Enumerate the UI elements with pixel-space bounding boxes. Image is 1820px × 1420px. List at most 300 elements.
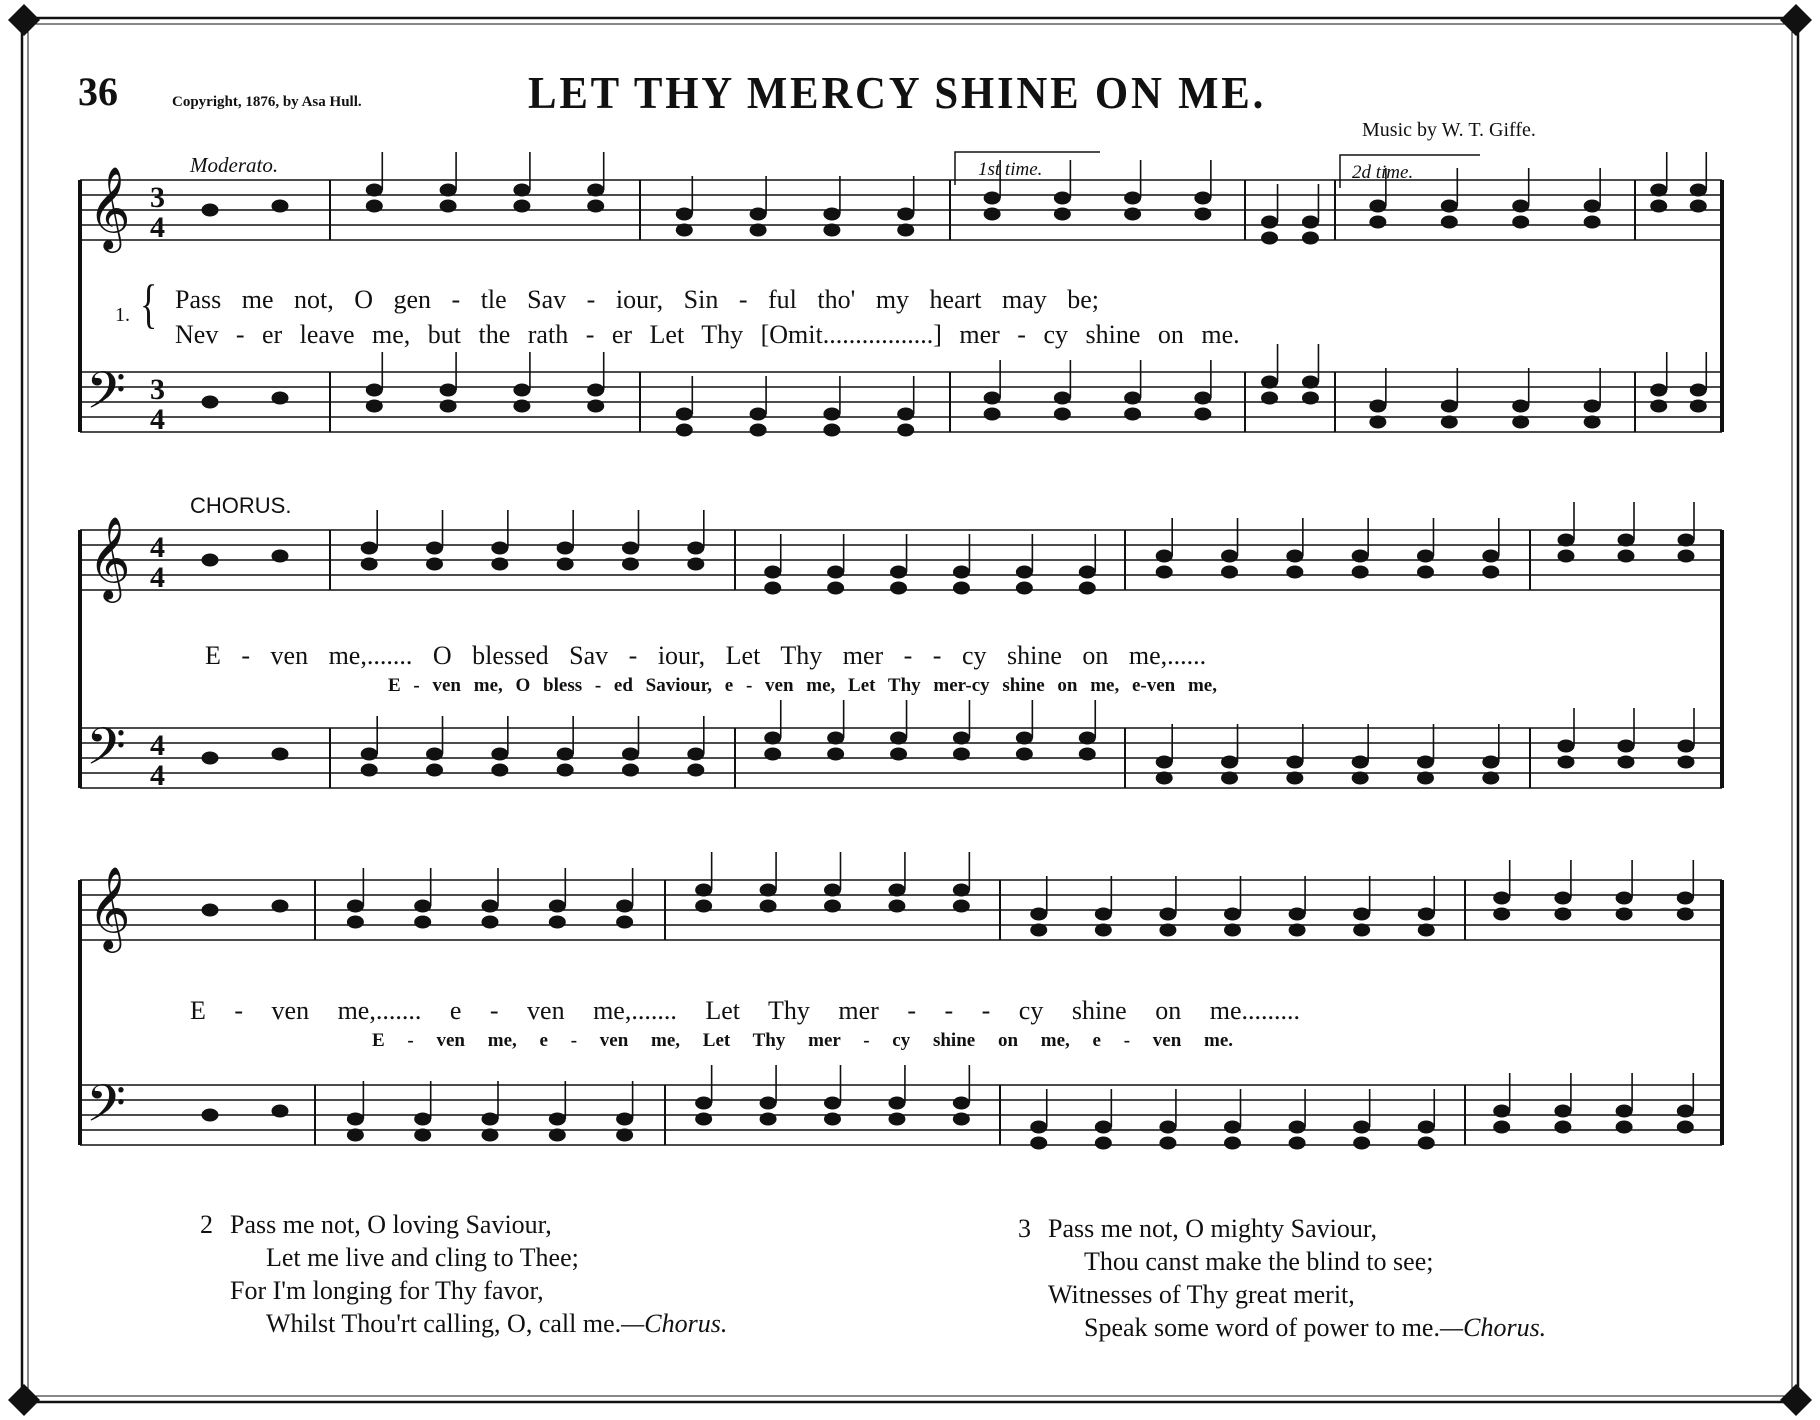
stanza-3-line-1: Pass me not, O mighty Saviour, [1048,1214,1378,1243]
verse1-line2: Nev - er leave me, but the rath - er Let Thy [Omit.................] mer - cy shine on me. [175,320,1240,349]
note-head [1156,772,1172,784]
note-head [1016,566,1032,578]
note-head [1370,216,1386,228]
note-head [588,400,604,412]
note-head [825,884,841,896]
note-head [1160,1121,1176,1133]
note-head [1262,232,1278,244]
note-head [1195,208,1211,220]
note-head [202,1109,218,1121]
note-head [1555,1105,1571,1117]
note-head [760,1097,776,1109]
note-head [1016,732,1032,744]
note-head [750,408,766,420]
note-head [1195,408,1211,420]
note-head [1417,772,1433,784]
note-head [617,916,633,928]
note-head [1354,924,1370,936]
note-head [1287,756,1303,768]
note-head [984,408,1000,420]
note-head [361,558,377,570]
treble-clef: 𝄞 [88,515,131,599]
note-head [696,884,712,896]
corner-ornament [1780,1384,1812,1416]
chorus-line1-sub: E - ven me, O bless - ed Saviour, e - ven me, Let Thy mer-cy shine on me, e-ven me, [388,675,1217,696]
note-head [1558,550,1574,562]
note-head [1494,892,1510,904]
note-head [549,900,565,912]
note-head [750,424,766,436]
note-head [1483,550,1499,562]
bass-clef: 𝄢 [86,360,126,433]
note-head [1352,756,1368,768]
note-head [825,1097,841,1109]
note-head [1513,400,1529,412]
note-head [1262,376,1278,388]
note-head [1160,908,1176,920]
note-head [1225,908,1241,920]
note-head [366,184,382,196]
time-signature-bottom: 4 [150,403,165,436]
note-head [440,384,456,396]
note-head [984,208,1000,220]
note-head [1160,924,1176,936]
note-head [1354,1137,1370,1149]
note-head [1222,756,1238,768]
note-head [557,542,573,554]
note-head [1618,534,1634,546]
page-number: 36 [78,69,118,114]
time-signature-bottom: 4 [150,211,165,244]
note-head [898,208,914,220]
note-head [1690,184,1706,196]
note-head [1031,908,1047,920]
note-head [1156,756,1172,768]
note-head [1222,550,1238,562]
note-head [1370,416,1386,428]
note-head [492,558,508,570]
note-head [828,748,844,760]
note-head [1584,400,1600,412]
note-head [1651,200,1667,212]
note-head [1125,392,1141,404]
chorus-line1-main: E - ven me,....... O blessed Sav - iour, Let Thy mer - - cy shine on me,...... [205,641,1207,670]
note-head [676,408,692,420]
note-head [1262,216,1278,228]
time-signature-bottom: 4 [150,759,165,792]
note-head [1483,756,1499,768]
note-head [765,566,781,578]
note-head [1289,1121,1305,1133]
note-head [1302,216,1318,228]
note-head [1287,772,1303,784]
note-head [427,558,443,570]
note-head [1441,400,1457,412]
note-head [1095,924,1111,936]
note-head [514,200,530,212]
note-head [1302,376,1318,388]
chorus-line2-main: E - ven me,....... e - ven me,....... Let Thy mer - - - cy shine on me......... [190,996,1300,1025]
hymn-title: LET THY MERCY SHINE ON ME. [528,67,1267,118]
note-head [1354,1121,1370,1133]
note-head [1418,924,1434,936]
note-head [750,224,766,236]
note-head [825,900,841,912]
note-head [482,916,498,928]
note-head [953,566,969,578]
note-head [891,748,907,760]
stanza-3-refrain: —Chorus. [1439,1313,1547,1342]
note-head [828,732,844,744]
note-head [347,1129,363,1141]
note-head [492,542,508,554]
note-head [272,900,288,912]
note-head [688,558,704,570]
time-signature-top: 3 [150,373,165,406]
note-head [1079,732,1095,744]
note-head [676,424,692,436]
note-head [514,384,530,396]
stanza-3 [1018,1212,1547,1344]
note-head [953,1097,969,1109]
note-head [1690,200,1706,212]
time-signature-bottom: 4 [150,561,165,594]
verse-brace: { [140,274,158,334]
note-head [1690,384,1706,396]
note-head [1079,582,1095,594]
note-head [622,764,638,776]
note-head [1125,192,1141,204]
corner-ornament [8,1384,40,1416]
note-head [1195,392,1211,404]
note-head [898,424,914,436]
note-head [1483,566,1499,578]
note-head [1095,908,1111,920]
note-head [1225,924,1241,936]
note-head [1418,908,1434,920]
note-head [622,748,638,760]
note-head [202,204,218,216]
note-head [1370,400,1386,412]
stanza-3-number: 3 [1018,1214,1031,1243]
note-head [557,748,573,760]
note-head [984,192,1000,204]
note-head [953,582,969,594]
note-head [427,748,443,760]
note-head [1677,1121,1693,1133]
stanza-3-line-2: Thou canst make the blind to see; [1084,1247,1434,1276]
note-head [1417,550,1433,562]
note-head [1095,1121,1111,1133]
note-head [1287,550,1303,562]
note-head [953,884,969,896]
note-head [1054,208,1070,220]
note-head [272,200,288,212]
note-head [1156,566,1172,578]
note-head [1262,392,1278,404]
note-head [688,764,704,776]
note-head [1677,1105,1693,1117]
note-head [891,582,907,594]
note-head [889,884,905,896]
note-head [1441,416,1457,428]
chorus-line2-sub: E - ven me, e - ven me, Let Thy mer - cy shine on me, e - ven me. [372,1030,1234,1051]
note-head [1352,550,1368,562]
note-head [1417,756,1433,768]
note-head [1287,566,1303,578]
note-head [1677,892,1693,904]
note-head [1222,772,1238,784]
note-head [1354,908,1370,920]
note-head [828,566,844,578]
note-head [492,748,508,760]
note-head [688,542,704,554]
note-head [891,732,907,744]
note-head [588,384,604,396]
verse-number: 1. [115,304,130,326]
composer-credit: Music by W. T. Giffe. [1362,119,1536,141]
note-head [492,764,508,776]
note-head [482,900,498,912]
note-head [617,1129,633,1141]
note-head [440,200,456,212]
note-head [953,1113,969,1125]
note-head [557,558,573,570]
note-head [588,200,604,212]
note-head [1352,566,1368,578]
note-head [1222,566,1238,578]
bass-clef: 𝄢 [86,1073,126,1146]
note-head [588,184,604,196]
note-head [1494,1105,1510,1117]
note-head [1584,200,1600,212]
note-head [889,900,905,912]
note-head [1054,192,1070,204]
stanza-2-refrain: —Chorus. [621,1309,728,1338]
note-head [1513,200,1529,212]
bass-clef: 𝄢 [86,716,126,789]
note-head [617,900,633,912]
note-head [1441,200,1457,212]
note-head [1352,772,1368,784]
note-head [440,184,456,196]
note-head [1156,550,1172,562]
note-head [696,900,712,912]
note-head [366,400,382,412]
note-head [1513,416,1529,428]
note-head [824,408,840,420]
note-head [760,1113,776,1125]
note-head [549,1113,565,1125]
note-head [1225,1121,1241,1133]
time-signature-top: 4 [150,729,165,762]
note-head [617,1113,633,1125]
note-head [1225,1137,1241,1149]
stanza-2 [200,1208,728,1340]
note-head [1031,1137,1047,1149]
stanza-3-line-4: Speak some word of power to me. [1084,1313,1440,1342]
note-head [1558,740,1574,752]
note-head [347,1113,363,1125]
note-head [427,542,443,554]
note-head [1031,924,1047,936]
note-head [361,542,377,554]
note-head [1016,748,1032,760]
stanza-2-number: 2 [200,1210,213,1239]
note-head [1555,908,1571,920]
note-head [272,1105,288,1117]
stanza-2-line-3: For I'm longing for Thy favor, [230,1276,544,1305]
note-head [1054,392,1070,404]
note-head [688,748,704,760]
note-head [1584,216,1600,228]
note-head [889,1113,905,1125]
corner-ornament [8,4,40,36]
note-head [824,208,840,220]
note-head [1054,408,1070,420]
note-head [828,582,844,594]
note-head [1616,892,1632,904]
note-head [1678,740,1694,752]
note-head [347,900,363,912]
note-head [1558,756,1574,768]
note-head [898,408,914,420]
note-head [202,554,218,566]
note-head [1678,550,1694,562]
note-head [1678,534,1694,546]
note-head [1125,408,1141,420]
note-head [1160,1137,1176,1149]
note-head [1016,582,1032,594]
note-head [549,916,565,928]
note-head [440,400,456,412]
note-head [1418,1137,1434,1149]
stanza-3-line-3: Witnesses of Thy great merit, [1048,1280,1355,1309]
corner-ornament [1780,4,1812,36]
note-head [361,764,377,776]
note-head [984,392,1000,404]
note-head [1584,416,1600,428]
note-head [824,424,840,436]
note-head [1079,748,1095,760]
note-head [427,764,443,776]
note-head [1690,400,1706,412]
note-head [1095,1137,1111,1149]
time-signature-top: 3 [150,181,165,214]
note-head [272,748,288,760]
note-head [366,200,382,212]
note-head [953,900,969,912]
note-head [1616,908,1632,920]
note-head [953,748,969,760]
note-head [891,566,907,578]
note-head [1618,740,1634,752]
note-head [1513,216,1529,228]
note-head [347,916,363,928]
note-head [622,558,638,570]
note-head [1302,232,1318,244]
note-head [1289,908,1305,920]
note-head [898,224,914,236]
note-head [549,1129,565,1141]
copyright-notice: Copyright, 1876, by Asa Hull. [172,94,362,110]
note-head [1651,384,1667,396]
note-head [696,1113,712,1125]
note-head [1031,1121,1047,1133]
note-head [272,392,288,404]
note-head [415,1113,431,1125]
note-head [1555,892,1571,904]
note-head [1483,772,1499,784]
note-head [1079,566,1095,578]
note-head [1618,550,1634,562]
note-head [1651,400,1667,412]
note-head [482,1129,498,1141]
note-head [696,1097,712,1109]
stanza-2-line-4: Whilst Thou'rt calling, O, call me. [266,1309,622,1338]
note-head [482,1113,498,1125]
treble-clef: 𝄞 [88,865,131,949]
stanza-2-line-2: Let me live and cling to Thee; [266,1243,579,1272]
treble-clef: 𝄞 [88,165,131,249]
note-head [1494,1121,1510,1133]
note-head [361,748,377,760]
note-head [202,904,218,916]
note-head [1302,392,1318,404]
note-head [1616,1105,1632,1117]
first-ending-label: 1st time. [978,159,1043,180]
note-head [760,900,776,912]
note-head [557,764,573,776]
note-head [622,542,638,554]
note-head [824,224,840,236]
note-head [415,900,431,912]
note-head [415,1129,431,1141]
note-head [1370,200,1386,212]
note-head [366,384,382,396]
note-head [953,732,969,744]
second-ending-label: 2d time. [1352,162,1414,183]
note-head [889,1097,905,1109]
time-signature-top: 4 [150,531,165,564]
note-head [1441,216,1457,228]
note-head [1677,908,1693,920]
note-head [415,916,431,928]
note-head [676,208,692,220]
note-head [765,582,781,594]
note-head [1289,924,1305,936]
verse1-line1: Pass me not, O gen - tle Sav - iour, Sin - ful tho' my heart may be; [175,285,1100,314]
note-head [514,184,530,196]
note-head [765,732,781,744]
note-head [1289,1137,1305,1149]
note-head [760,884,776,896]
note-head [1558,534,1574,546]
note-head [514,400,530,412]
note-head [825,1113,841,1125]
note-head [765,748,781,760]
note-head [750,208,766,220]
stanza-2-line-1: Pass me not, O loving Saviour, [230,1210,552,1239]
note-head [1417,566,1433,578]
note-head [1555,1121,1571,1133]
note-head [1651,184,1667,196]
tempo-marking: Moderato. [190,153,279,177]
note-head [272,550,288,562]
note-head [1195,192,1211,204]
note-head [1678,756,1694,768]
note-head [1418,1121,1434,1133]
